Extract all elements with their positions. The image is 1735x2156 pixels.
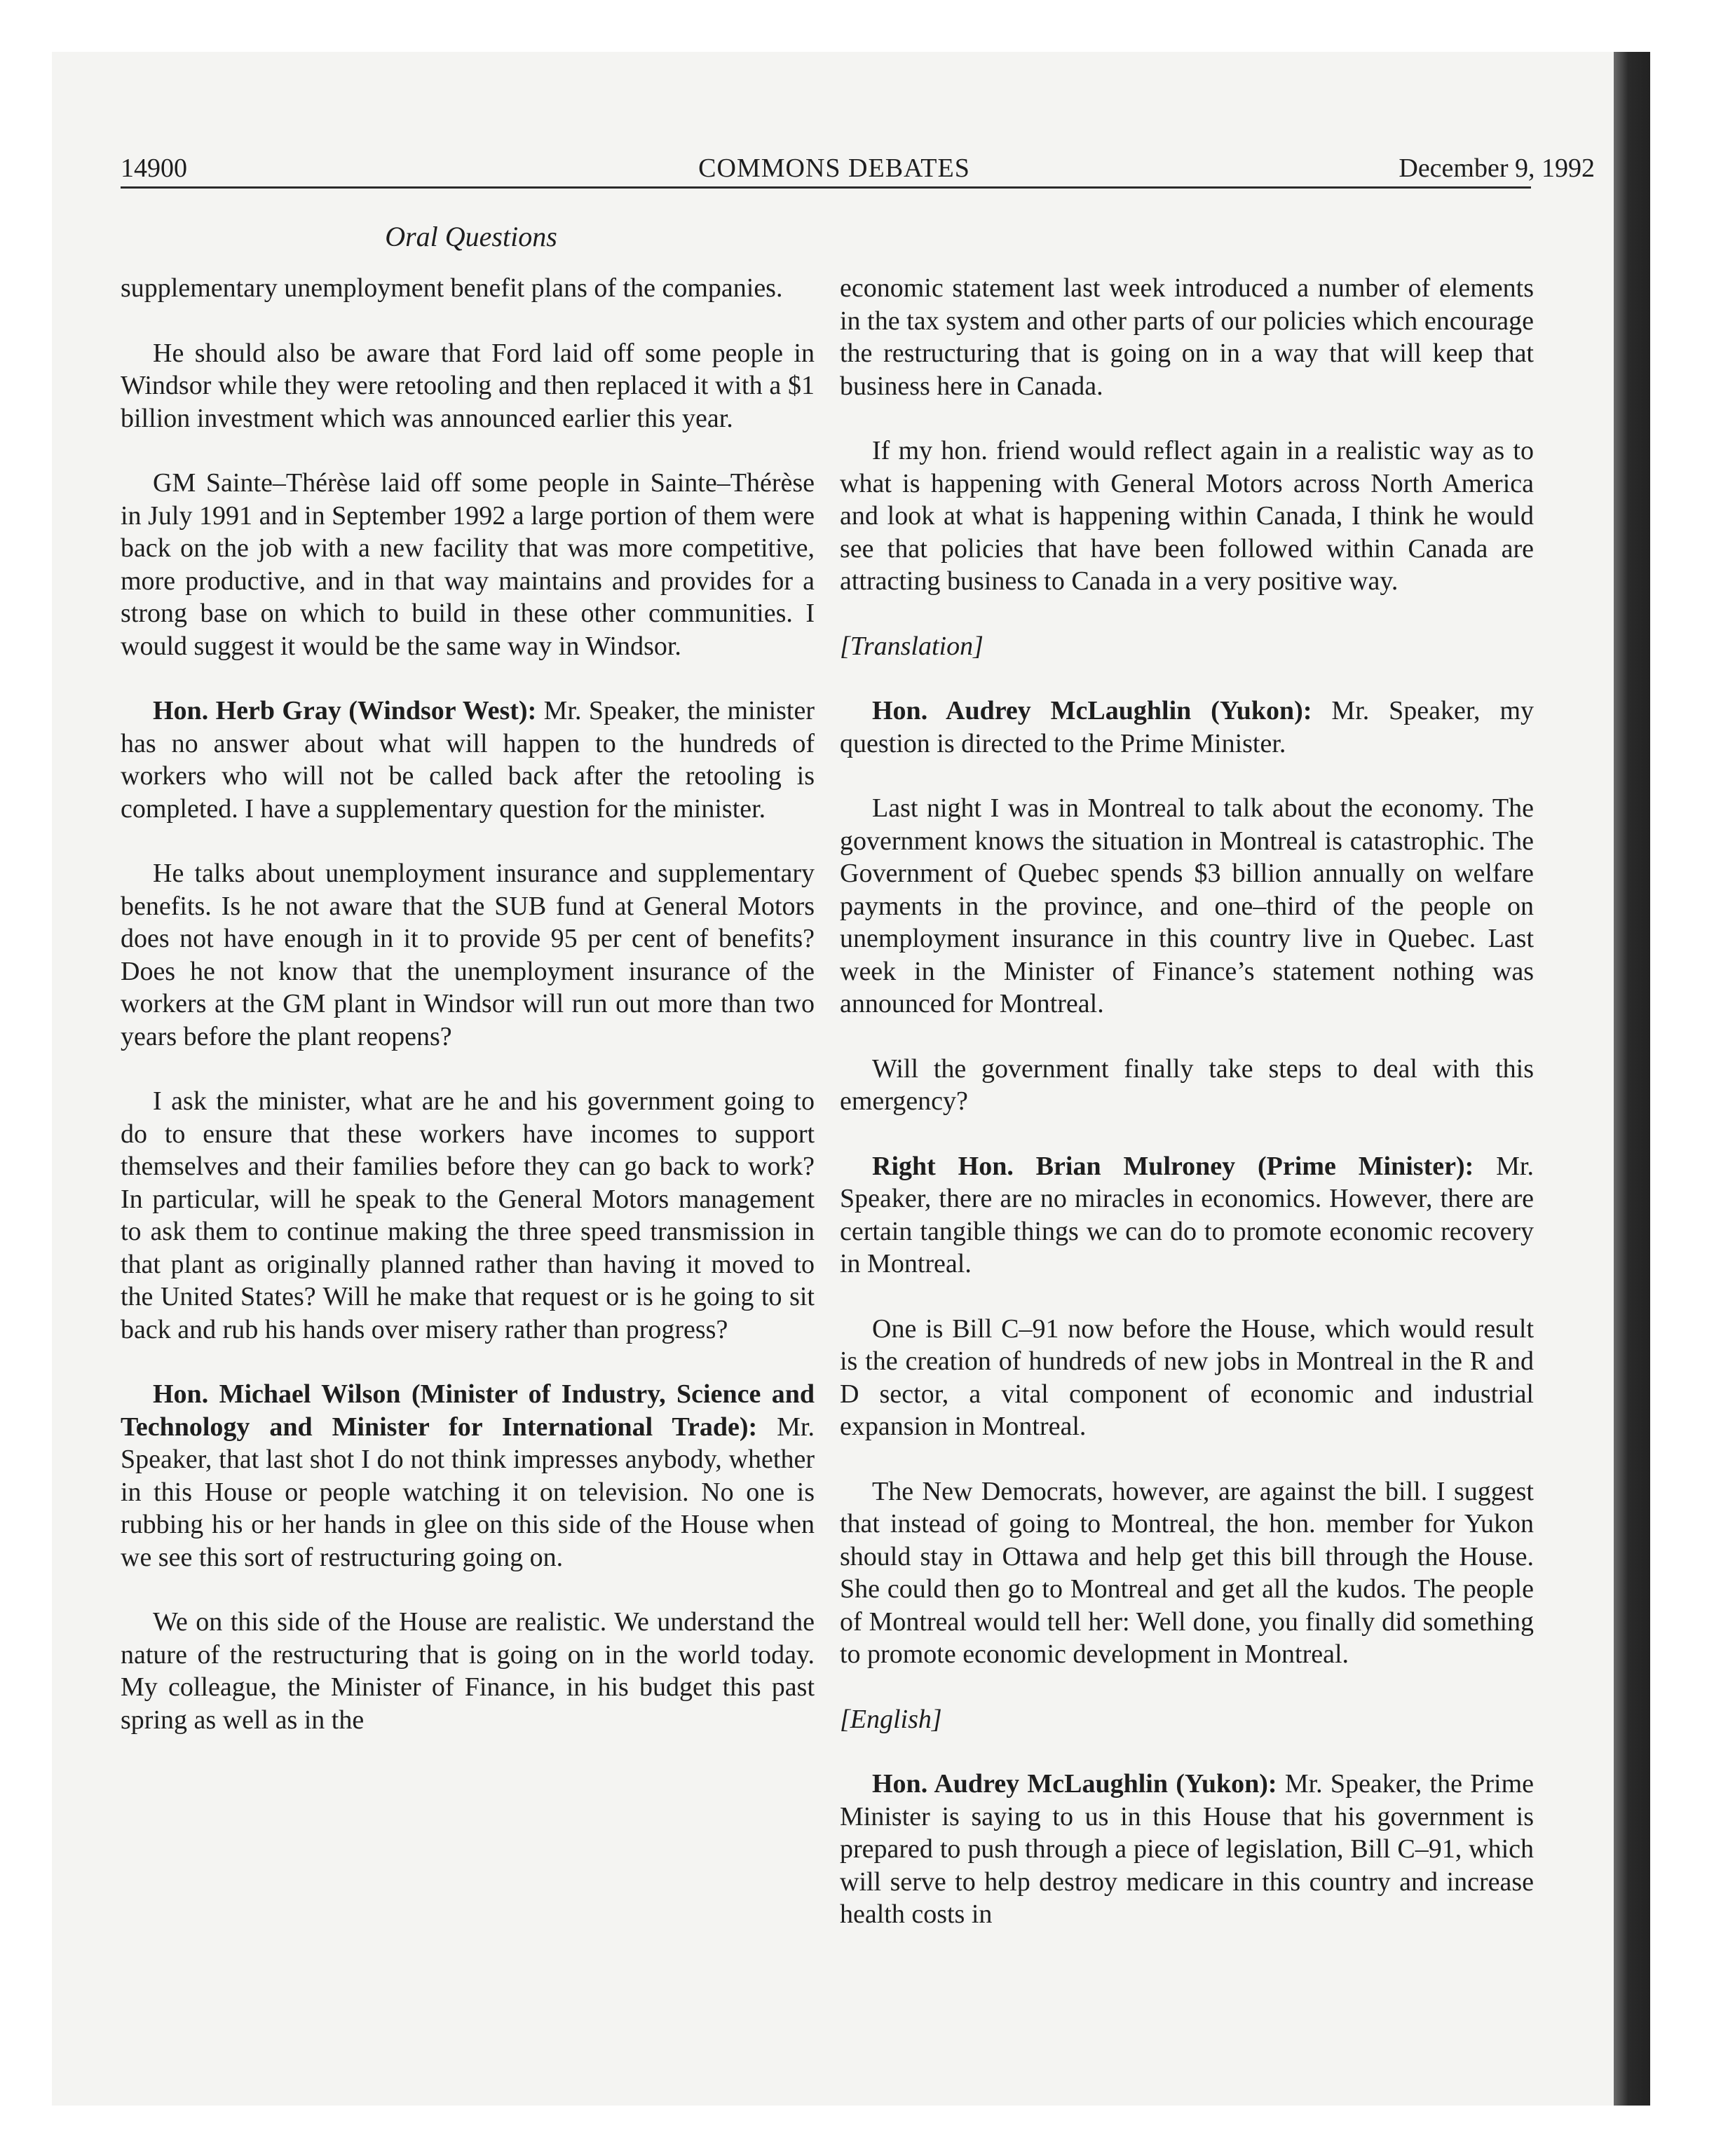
paragraph: He should also be aware that Ford laid off some people in Windsor while they were retooling and then replaced it with a $1 billion investment which was announced earlier this year. xyxy=(121,338,815,433)
paragraph xyxy=(121,695,815,825)
paragraph: Last night I was in Montreal to talk about the economy. The government knows the situation in Montreal is catastrophic. The Government of Quebec spends $3 billion annually on welfare payments in the province, and one–third of the people on unemployment insurance in this country live in Quebec. Last week in the Minister of Finance’s statement nothing was announced for Montreal. xyxy=(840,793,1534,1018)
left-column xyxy=(121,272,815,1768)
speech-text: Mr. Speaker, my question is directed to the Prime Minister. xyxy=(840,696,1534,758)
paragraph: The New Democrats, however, are against the bill. I suggest that instead of going to Montreal, the hon. member for Yukon should stay in Ottawa and help get this bill through the House. She could then go to Montreal and get all the kudos. The people of Montreal would tell her: Well done, you finally did something to promote economic development in Montreal. xyxy=(840,1476,1534,1669)
page-number: 14900 xyxy=(121,153,187,183)
paragraph xyxy=(121,1378,815,1574)
paragraph: GM Sainte–Thérèse laid off some people in Sainte–Thérèse in July 1991 and in September 1992 a large portion of them were back on the job with a new facility that was more competitive, more productive, and in that way maintains and provides for a strong base on which to build in these other communities. I would suggest it would be the same way in Windsor. xyxy=(121,468,815,661)
speaker-name: Hon. Michael Wilson (Minister of Industry, Science and Technology and Minister for International Trade): xyxy=(121,1379,815,1442)
speaker-name: Hon. Audrey McLaughlin (Yukon): xyxy=(872,696,1312,725)
section-title: Oral Questions xyxy=(385,221,557,252)
page-date: December 9, 1992 xyxy=(1399,153,1595,183)
paragraph: If my hon. friend would reflect again in a realistic way as to what is happening with General Motors across North America and look at what is happening within Canada, I think he would see that policies that have been followed within Canada are attracting business to Canada in a very positive way. xyxy=(840,436,1534,596)
paragraph: I ask the minister, what are he and his government going to do to ensure that these workers have incomes to support themselves and their families before they can go back to work? In particular, will he speak to the General Motors management to ask them to continue making the three speed transmission in that plant as originally planned rather than having it moved to the United States? Will he make that request or is he going to sit back and rub his hands over misery rather than progress? xyxy=(121,1086,815,1344)
speaker-name: Hon. Audrey McLaughlin (Yukon): xyxy=(872,1769,1277,1799)
publication-title: COMMONS DEBATES xyxy=(698,153,970,183)
paragraph xyxy=(840,695,1534,760)
speech-text: Mr. Speaker, that last shot I do not think impresses anybody, whether in this House or people watching it on television. No one is rubbing his or her hands in glee on this side of the House when we see this sort of restructuring going on. xyxy=(121,1412,815,1572)
paragraph: We on this side of the House are realistic. We understand the nature of the restructuring that is going on in the world today. My colleague, the Minister of Finance, in his budget this past spring as well as in the xyxy=(121,1607,815,1735)
paragraph xyxy=(840,1768,1534,1931)
paragraph: economic statement last week introduced a number of elements in the tax system and other parts of our policies which encourage the restructuring that is going on in a way that will keep that business here in Canada. xyxy=(840,273,1534,401)
language-note: [English] xyxy=(840,1704,942,1734)
paragraph: Will the government finally take steps to deal with this emergency? xyxy=(840,1053,1534,1116)
speaker-name: Hon. Herb Gray (Windsor West): xyxy=(153,696,537,725)
paragraph xyxy=(840,1150,1534,1281)
header-rule xyxy=(121,186,1531,189)
speech-text: Mr. Speaker, there are no miracles in economics. However, there are certain tangible things we can do to promote economic recovery in Montreal. xyxy=(840,1151,1534,1278)
speech-text: Mr. Speaker, the Prime Minister is saying to us in this House that his government is prepared to push through a piece of legislation, Bill C–91, which will serve to help destroy medicare in this country and increase health costs in xyxy=(840,1769,1535,1929)
paragraph: One is Bill C–91 now before the House, which would result is the creation of hundreds of new jobs in Montreal in the R and D sector, a vital component of economic and industrial expansion in Montreal. xyxy=(840,1314,1534,1441)
speech-text: Mr. Speaker, the minister has no answer about what will happen to the hundreds of workers who will not be called back after the retooling is completed. I have a supplementary question for the minister. xyxy=(121,696,815,824)
language-note: [Translation] xyxy=(840,631,984,661)
scan-edge-shadow xyxy=(1614,52,1650,2106)
paragraph: supplementary unemployment benefit plans of the companies. xyxy=(121,273,783,303)
speaker-name: Right Hon. Brian Mulroney (Prime Minister): xyxy=(872,1151,1474,1181)
right-column xyxy=(840,272,1534,1963)
paragraph: He talks about unemployment insurance and supplementary benefits. Is he not aware that the SUB fund at General Motors does not have enough in it to provide 95 per cent of benefits? Does he not know that the unemployment insurance of the workers at the GM plant in Windsor will run out more than two years before the plant reopens? xyxy=(121,859,815,1051)
